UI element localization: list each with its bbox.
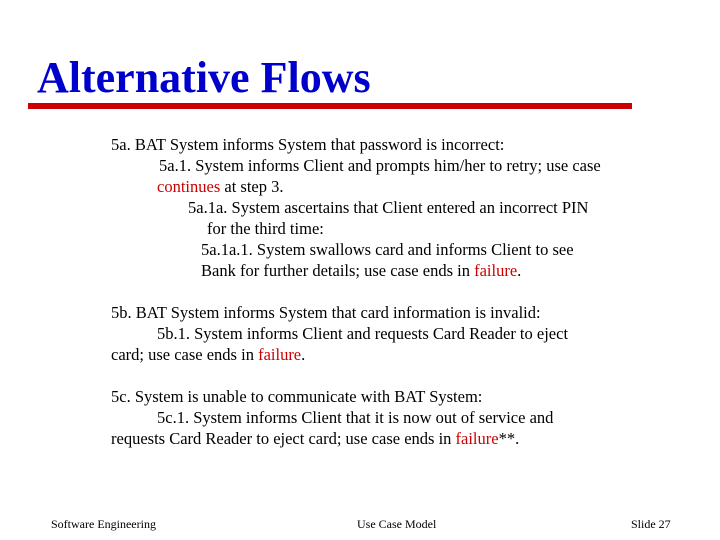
flow-5c-step-1-cont (111, 428, 671, 449)
flow-5a-heading: 5a. BAT System informs System that password is incorrect: (111, 135, 505, 154)
flow-5a-step-1a: 5a.1a. System ascertains that Client entered an incorrect PIN (188, 198, 589, 217)
flow-5b-heading: 5b. BAT System informs System that card information is invalid: (111, 303, 541, 322)
flow-5a-step-1-cont (111, 176, 671, 197)
title-underline (28, 103, 632, 109)
flow-5a-step-1a1-pre: Bank for further details; use case ends in (201, 261, 475, 280)
flow-5a-step-1: 5a.1. System informs Client and prompts him/her to retry; use case (159, 156, 601, 175)
flow-5c-heading: 5c. System is unable to communicate with BAT System: (111, 387, 483, 406)
flow-5b-step-1: 5b.1. System informs Client and requests Card Reader to eject (157, 324, 569, 343)
flow-5c-step-1-pre: requests Card Reader to eject card; use case ends in (111, 429, 456, 448)
flow-5a-step-1a-cont: for the third time: (207, 219, 324, 238)
flow-5a (111, 134, 671, 281)
flow-5a-step-1a1-cont (111, 260, 671, 281)
flow-5b (111, 302, 671, 365)
highlight-failure: failure (474, 261, 518, 280)
footer-course: Software Engineering (51, 517, 156, 531)
flow-5a-step-1-rest: at step 3. (220, 177, 284, 196)
flow-5c-step-1-post: **. (498, 429, 520, 448)
flows-body (111, 134, 671, 449)
slide-title: Alternative Flows (37, 53, 371, 102)
flow-5c (111, 386, 671, 449)
footer-slide-number: Slide 27 (631, 517, 671, 531)
spacer (111, 281, 671, 302)
flow-5b-step-1-pre: card; use case ends in (111, 345, 259, 364)
flow-5c-step-1: 5c.1. System informs Client that it is now out of service and (157, 408, 554, 427)
flow-5b-step-1-post: . (301, 345, 306, 364)
flow-5a-step-1a1-post: . (517, 261, 522, 280)
highlight-failure: failure (455, 429, 499, 448)
highlight-continues: continues (157, 177, 221, 196)
spacer (111, 365, 671, 386)
flow-5a-step-1a1: 5a.1a.1. System swallows card and informs Client to see (201, 240, 574, 259)
highlight-failure: failure (258, 345, 302, 364)
footer-topic: Use Case Model (357, 517, 437, 531)
flow-5b-step-1-cont (111, 344, 671, 365)
